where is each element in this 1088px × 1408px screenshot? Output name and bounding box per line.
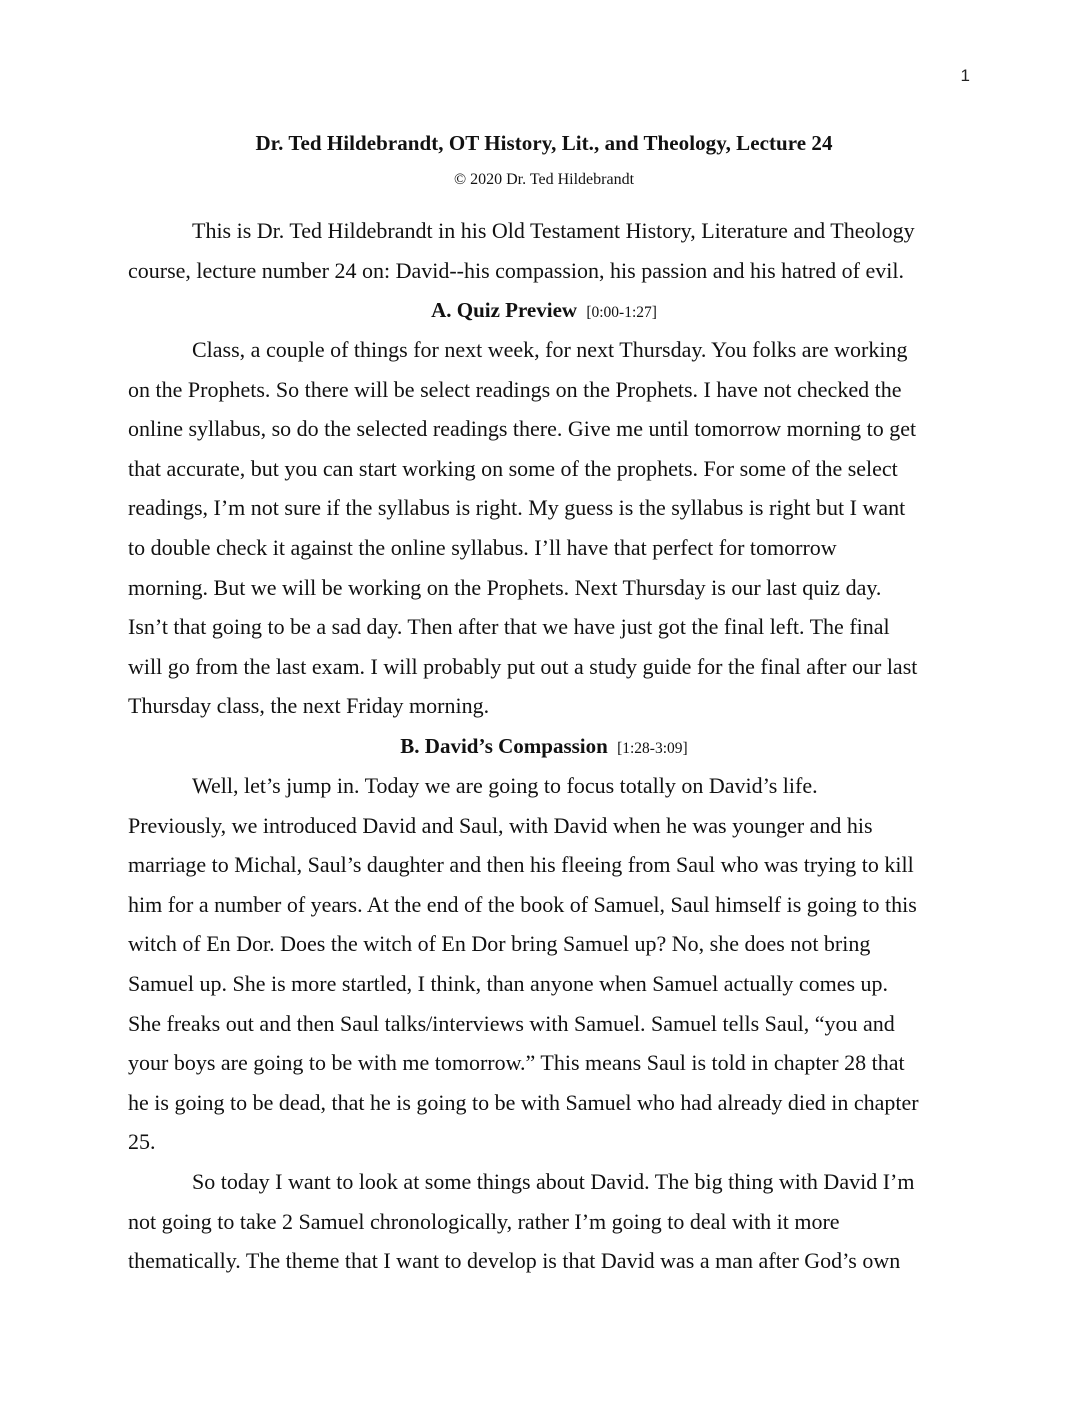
text-line: Thursday class, the next Friday morning. bbox=[128, 693, 490, 719]
text-line: So today I want to look at some things about David. The big thing with David I’m bbox=[192, 1169, 915, 1194]
text-line: on the Prophets. So there will be select readings on the Prophets. I have not checked the bbox=[128, 376, 902, 402]
text-line: will go from the last exam. I will probably put out a study guide for the final after our last bbox=[128, 653, 918, 679]
document-title: Dr. Ted Hildebrandt, OT History, Lit., and Theology, Lecture 24 bbox=[255, 131, 833, 155]
text-line: witch of En Dor. Does the witch of En Dor bring Samuel up? No, she does not bring bbox=[128, 931, 871, 957]
text-line: Previously, we introduced David and Saul, with David when he was younger and his bbox=[128, 812, 873, 838]
heading-timestamp: [1:28-3:09] bbox=[617, 740, 688, 757]
text-line: Samuel up. She is more startled, I think, than anyone when Samuel actually comes up. bbox=[128, 970, 889, 996]
text-line: him for a number of years. At the end of the book of Samuel, Saul himself is going to this bbox=[128, 891, 917, 917]
section-heading-davids-compassion bbox=[0, 734, 1088, 759]
text-line: he is going to be dead, that he is going to be with Samuel who had already died in chapter bbox=[128, 1089, 919, 1115]
text-line: Well, let’s jump in. Today we are going to focus totally on David’s life. bbox=[192, 773, 818, 798]
text-line: This is Dr. Ted Hildebrandt in his Old Testament History, Literature and Theology bbox=[192, 218, 915, 243]
text-line: course, lecture number 24 on: David--his compassion, his passion and his hatred of evil. bbox=[128, 257, 904, 283]
page-number: 1 bbox=[960, 66, 970, 85]
text-line: your boys are going to be with me tomorrow.” This means Saul is told in chapter 28 that bbox=[128, 1050, 905, 1076]
text-line: readings, I’m not sure if the syllabus is right. My guess is the syllabus is right but I want bbox=[128, 495, 906, 521]
text-line: thematically. The theme that I want to develop is that David was a man after God’s own bbox=[128, 1248, 901, 1274]
davids-compassion-paragraph-2 bbox=[128, 1162, 964, 1281]
intro-paragraph bbox=[128, 211, 964, 290]
text-line: online syllabus, so do the selected readings there. Give me until tomorrow morning to get bbox=[128, 416, 917, 442]
text-line: to double check it against the online syllabus. I’ll have that perfect for tomorrow bbox=[128, 534, 837, 560]
text-line: She freaks out and then Saul talks/interviews with Samuel. Samuel tells Saul, “you and bbox=[128, 1010, 895, 1036]
text-line: Class, a couple of things for next week, for next Thursday. You folks are working bbox=[192, 337, 908, 362]
text-line: morning. But we will be working on the Prophets. Next Thursday is our last quiz day. bbox=[128, 574, 882, 600]
quiz-preview-paragraph bbox=[128, 330, 964, 726]
heading-timestamp: [0:00-1:27] bbox=[586, 304, 657, 321]
text-line: not going to take 2 Samuel chronologically, rather I’m going to deal with it more bbox=[128, 1208, 840, 1234]
text-line: Isn’t that going to be a sad day. Then after that we have just got the final left. The final bbox=[128, 614, 890, 640]
text-line: 25. bbox=[128, 1129, 156, 1155]
text-line: that accurate, but you can start working on some of the prophets. For some of the select bbox=[128, 455, 898, 481]
heading-label: B. David’s Compassion bbox=[400, 734, 608, 758]
section-heading-quiz-preview bbox=[0, 298, 1088, 323]
copyright-line: © 2020 Dr. Ted Hildebrandt bbox=[453, 171, 635, 188]
text-line: marriage to Michal, Saul’s daughter and then his fleeing from Saul who was trying to kill bbox=[128, 852, 914, 878]
davids-compassion-paragraph-1 bbox=[128, 766, 964, 1162]
heading-label: A. Quiz Preview bbox=[431, 298, 578, 322]
